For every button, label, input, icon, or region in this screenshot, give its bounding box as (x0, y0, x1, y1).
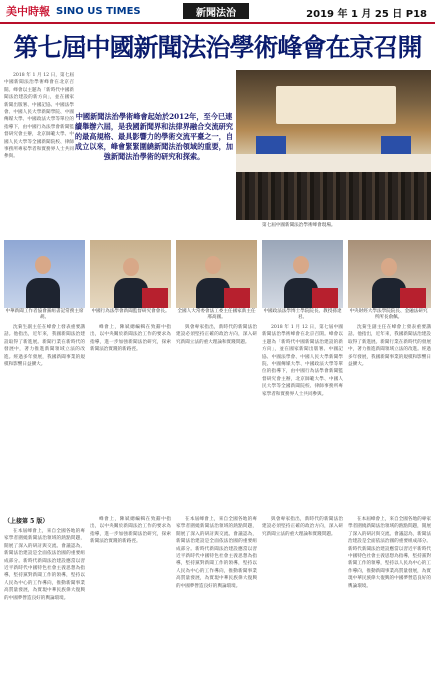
lower-text-3: 在本屆峰會上，來自全國各地的專家學者圍繞新聞法治領域的熱點問題，開展了深入的研討與交流。會議認為，新聞法治建設是全面依法治國的重要組成部分。新時代新聞法治建設應當以習近平新時代中國特色社會主義思想為指導，堅持黨對新聞工作的領導，堅持以人民為中心的工作導向，推動新聞事業高質量發展，為實現中華民族偉大復興的中國夢營造良好的輿論環境。 (176, 517, 257, 589)
lower-text-5: 在本屆峰會上，來自全國各地的專家學者圍繞新聞法治領域的熱點問題，開展了深入的研討與交流。會議認為，新聞法治建設是全面依法治國的重要組成部分。新時代新聞法治建設應當以習近平新時代中國特色社會主義思想為指導，堅持黨對新聞工作的領導，堅持以人民為中心的工作導向，推動新聞事業高質量發展，為實現中華民族偉大復興的中國夢營造良好的輿論環境。 (348, 517, 431, 589)
speaker-photo-2 (90, 240, 171, 308)
body-text-6: 沈菊生副主任在峰會上發表重要講話。他指出，近年來，我國新聞法治建設取得了新進展。新聞行業在新時代的發展中，著力推進新聞領域立法的改進。經過多年發展，我國新聞事業的規模和影響日益擴大。 (348, 325, 431, 368)
body-text-2: 沈菊生副主任在峰會上發表重要講話。他指出，近年來，我國新聞法治建設取得了新進展。新聞行業在新時代的發展中，著力推進新聞領域立法的改進。經過多年發展，我國新聞事業的規模和影響日益擴大。 (4, 325, 85, 368)
speaker-photo-1 (4, 240, 85, 308)
body-text-5: 2018 年 1 月 12 日，第七屆中國新聞法治學術峰會在北京召開。峰會以主題為「新時代中國新聞法治建設的新方向」，並在國家新聞出版署、中國記協、中國法學會、中國人民大學新聞學院、中國傳媒大學、中國政法大學等單位的指導下，由中國行為法學會新聞監督研究會主辦，北京師範大學、中國人民大學等全國新聞院校、律師事務所專家學者和實務界人士共同參與。 (262, 325, 343, 397)
lower-text-4: 與會專家指出，新時代的新聞法治建設必須堅持正確的政治方向，深入研究新聞立法的重大理論和實踐問題。 (262, 517, 343, 537)
lower-text-2: 峰會上，陳斌總編輯在致辭中指出，以中央關於新聞法治工作的要求為指導，進一步加強新聞法治研究，探索新聞法治實踐的新路徑。 (90, 517, 171, 545)
lower-column-3 (176, 516, 257, 696)
section-label: 新聞法治 (183, 3, 249, 19)
thumb-caption-3: 全國人大常委會法工委主任國家新主任邢高國。 (177, 309, 256, 321)
lower-subhead: （上接第 5 版） (4, 518, 49, 525)
body-column-3 (90, 324, 171, 504)
lower-column-4 (262, 516, 343, 696)
body-column-4 (176, 324, 257, 504)
body-text-3: 峰會上，陳斌總編輯在致辭中指出，以中央關於新聞法治工作的要求為指導，進一步加強新聞法治研究，探索新聞法治實踐的新路徑。 (90, 325, 171, 353)
body-text-4: 與會專家指出，新時代的新聞法治建設必須堅持正確的政治方向，深入研究新聞立法的重大理論和實踐問題。 (176, 325, 257, 345)
body-column-6 (348, 324, 431, 504)
lower-column-1 (4, 528, 85, 696)
lower-text-1: 在本屆峰會上，來自全國各地的專家學者圍繞新聞法治領域的熱點問題，開展了深入的研討與交流。會議認為，新聞法治建設是全面依法治國的重要組成部分。新時代新聞法治建設應當以習近平新時代中國特色社會主義思想為指導，堅持黨對新聞工作的領導，堅持以人民為中心的工作導向，推動新聞事業高質量發展，為實現中華民族偉大復興的中國夢營造良好的輿論環境。 (4, 529, 85, 601)
speaker-photo-4 (262, 240, 343, 308)
issue-date: 2019 年 1 月 25 日 P18 (306, 9, 427, 20)
newspaper-logo: 美中時報 (6, 5, 50, 18)
newspaper-name: SINO US TIMES (56, 5, 141, 17)
page-headline: 第七屆中國新聞法治學術峰會在京召開 (13, 33, 422, 62)
body-text-1: 2018 年 1 月 12 日，第七屆中國新聞法治學術峰會在北京召開。峰會以主題為「新時代中國新聞法治建設的新方向」，並在國家新聞出版署、中國記協、中國法學會、中國人民大學新聞學院、中國傳媒大學、中國政法大學等單位的指導下，由中國行為法學會新聞監督研究會主辦，北京師範大學、中國人民大學等全國新聞院校、律師事務所專家學者和實務界人士共同參與。 (4, 73, 74, 160)
main-photo-caption: 第七屆中國新聞法治學術峰會現場。 (262, 223, 336, 228)
thumb-caption-1: 中華新聞工作者協會黨組書記常務主席胡。 (5, 309, 84, 321)
body-column-2 (4, 324, 85, 504)
speaker-photo-3 (176, 240, 257, 308)
pull-quote: 中國新聞法治學術峰會起始於2012年，至今已連續舉辦六屆，是我國新聞界和法律界融合交流研究的最高規格、最具影響力的學術交流平臺之一，自成立以來，峰會緊緊圍繞新聞法治領域的重要，加強新聞法治學術的研究和探索。 (74, 112, 234, 161)
main-photo (236, 70, 431, 220)
body-column-1 (4, 72, 74, 238)
masthead-rule (0, 22, 435, 24)
thumb-caption-4: 中國政法法學博士學院院長、教授孫達君。 (263, 309, 342, 321)
thumb-caption-2: 中國行為法學會新聞監督研究會會長。 (91, 309, 170, 314)
lower-column-2 (90, 516, 171, 696)
speaker-photo-5 (348, 240, 431, 308)
thumb-caption-5: 中央財經大學法學院院長、金融法研究所所長俞佩。 (349, 309, 428, 321)
body-column-5 (262, 324, 343, 504)
lower-column-5 (348, 516, 431, 696)
